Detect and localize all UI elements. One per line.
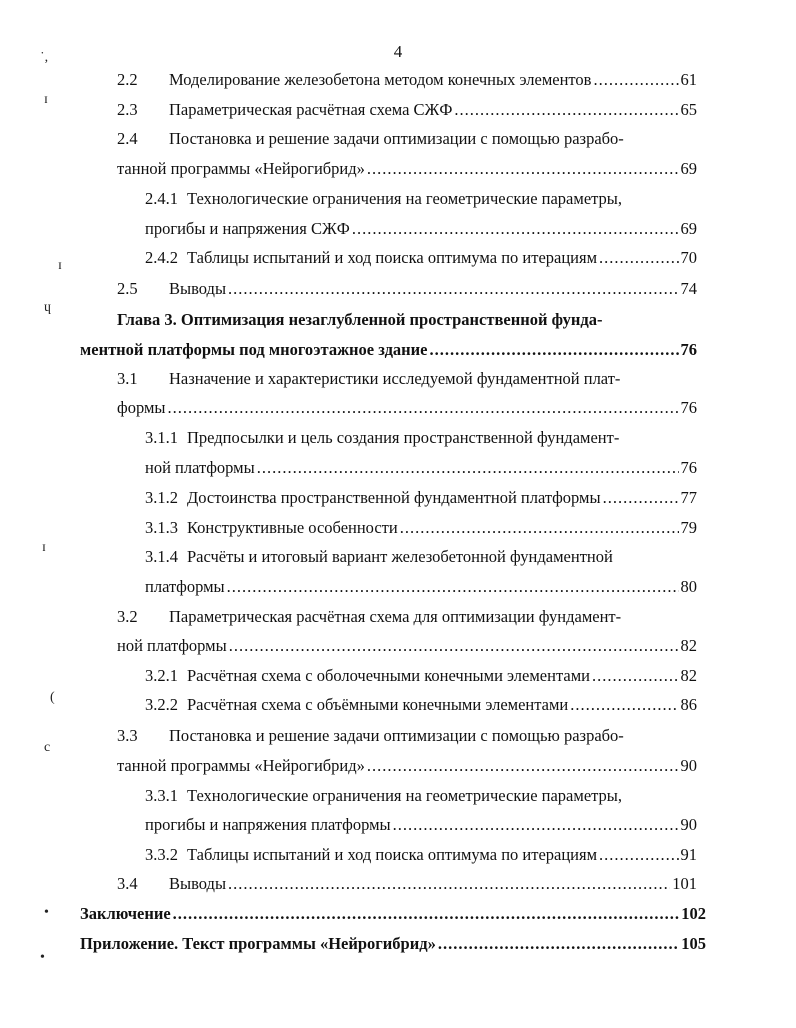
scan-mark: ˙, — [40, 50, 49, 65]
toc-leader — [393, 815, 679, 835]
toc-leader — [599, 248, 678, 268]
toc-leader — [229, 636, 679, 656]
toc-entry — [145, 189, 622, 209]
toc-page: 105 — [681, 934, 706, 953]
toc-leader — [593, 70, 678, 90]
toc-leader — [228, 874, 670, 894]
toc-number: 3.3.2 — [145, 845, 178, 864]
toc-title-line2: формы — [117, 398, 166, 417]
toc-title: Заключение — [80, 904, 171, 923]
toc-title-line2: платформы — [145, 577, 225, 596]
toc-entry-cont — [145, 815, 697, 835]
toc-leader — [570, 695, 678, 715]
toc-number: 3.1 — [117, 369, 138, 388]
toc-number: 3.2.2 — [145, 695, 178, 714]
toc-leader — [438, 934, 679, 954]
toc-entry — [117, 607, 621, 627]
toc-entry — [145, 488, 697, 508]
toc-entry-cont — [117, 398, 697, 418]
toc-title: Выводы — [169, 279, 227, 298]
toc-title-line1: Технологические ограничения на геометрические параметры, — [187, 786, 623, 805]
toc-entry — [117, 279, 697, 299]
toc-entry-cont — [145, 219, 697, 239]
toc-leader — [352, 219, 679, 239]
toc-entry — [117, 726, 624, 746]
toc-entry — [145, 695, 697, 715]
toc-title: Таблицы испытаний и ход поиска оптимума по итерациям — [187, 248, 598, 267]
scan-mark: • — [40, 950, 45, 965]
toc-entry — [145, 518, 697, 538]
toc-entry-cont — [145, 458, 697, 478]
scan-mark: ɪ — [42, 540, 46, 555]
toc-page: 80 — [680, 577, 697, 596]
toc-page: 79 — [680, 518, 697, 537]
toc-entry — [117, 70, 697, 90]
toc-chapter-title-line2: ментной платформы под многоэтажное здание — [80, 340, 428, 359]
toc-appendix — [80, 934, 706, 954]
toc-title-line2: прогибы и напряжения платформы — [145, 815, 391, 834]
toc-entry — [145, 666, 697, 686]
toc-page: 82 — [680, 666, 697, 685]
toc-number: 3.4 — [117, 874, 138, 893]
toc-leader — [173, 904, 680, 924]
toc-number: 3.1.2 — [145, 488, 178, 507]
toc-leader — [400, 518, 679, 538]
toc-conclusion — [80, 904, 706, 924]
toc-title: Приложение. Текст программы «Нейрогибрид» — [80, 934, 436, 953]
toc-number: 3.1.3 — [145, 518, 178, 537]
toc-number: 2.4 — [117, 129, 138, 148]
toc-title: Моделирование железобетона методом конечных элементов — [169, 70, 592, 89]
page-number: 4 — [393, 42, 403, 61]
toc-leader — [167, 398, 678, 418]
toc-page: 76 — [680, 340, 697, 359]
toc-page: 76 — [680, 398, 697, 417]
toc-leader — [454, 100, 678, 120]
toc-entry-cont — [117, 159, 697, 179]
toc-entry — [145, 547, 613, 567]
toc-title-line1: Постановка и решение задачи оптимизации с помощью разрабо- — [169, 726, 624, 745]
toc-entry — [145, 845, 697, 865]
toc-title-line2: ной платформы — [117, 636, 227, 655]
toc-number: 3.1.4 — [145, 547, 178, 566]
toc-title: Расчётная схема с оболочечными конечными элементами — [187, 666, 590, 685]
toc-page: 70 — [680, 248, 697, 267]
toc-title-line1: Расчёты и итоговый вариант железобетонной фундаментной — [187, 547, 613, 566]
scan-mark: ɪ — [58, 258, 62, 273]
toc-title-line1: Постановка и решение задачи оптимизации с помощью разрабо- — [169, 129, 624, 148]
toc-title-line2: танной программы «Нейрогибрид» — [117, 159, 365, 178]
toc-number: 2.5 — [117, 279, 138, 298]
toc-page: 86 — [680, 695, 697, 714]
toc-title: Достоинства пространственной фундаментной платформы — [187, 488, 601, 507]
toc-title-line2: ной платформы — [145, 458, 255, 477]
scan-mark: ( — [50, 690, 55, 705]
toc-chapter — [117, 310, 602, 330]
toc-title: Расчётная схема с объёмными конечными элементами — [187, 695, 569, 714]
toc-page: 69 — [680, 159, 697, 178]
toc-leader — [367, 756, 679, 776]
toc-page: 82 — [680, 636, 697, 655]
toc-title: Параметрическая расчётная схема СЖФ — [169, 100, 453, 119]
toc-title: Конструктивные особенности — [187, 518, 398, 537]
toc-page: 74 — [680, 279, 697, 298]
toc-leader — [603, 488, 679, 508]
toc-entry — [145, 786, 622, 806]
toc-title: Выводы — [169, 874, 227, 893]
toc-title-line2: танной программы «Нейрогибрид» — [117, 756, 365, 775]
toc-leader — [228, 279, 678, 299]
toc-number: 3.2.1 — [145, 666, 178, 685]
toc-title-line2: прогибы и напряжения СЖФ — [145, 219, 350, 238]
toc-chapter-title-line1: Глава 3. Оптимизация незаглубленной пространственной фунда- — [117, 310, 603, 329]
toc-leader — [430, 340, 679, 360]
toc-number: 3.1.1 — [145, 428, 178, 447]
toc-title-line1: Назначение и характеристики исследуемой фундаментной плат- — [169, 369, 621, 388]
toc-page: 69 — [680, 219, 697, 238]
toc-entry — [117, 129, 697, 149]
scan-mark: ɥ — [44, 300, 51, 315]
toc-page: 77 — [680, 488, 697, 507]
scan-mark: • — [44, 905, 49, 920]
toc-number: 2.3 — [117, 100, 138, 119]
toc-leader — [257, 458, 679, 478]
toc-number: 3.3 — [117, 726, 138, 745]
toc-entry-cont — [145, 577, 697, 597]
toc-page: 91 — [680, 845, 697, 864]
scan-mark: ɪ — [44, 92, 48, 107]
toc-number: 2.4.1 — [145, 189, 178, 208]
toc-page: 101 — [672, 874, 697, 893]
toc-entry — [117, 100, 697, 120]
toc-entry — [117, 874, 697, 894]
toc-entry — [145, 248, 697, 268]
toc-entry — [145, 428, 619, 448]
toc-title-line1: Параметрическая расчётная схема для оптимизации фундамент- — [169, 607, 622, 626]
toc-leader — [227, 577, 679, 597]
scan-mark: c — [44, 740, 51, 755]
toc-page: 102 — [681, 904, 706, 923]
toc-number: 3.2 — [117, 607, 138, 626]
toc-number: 2.2 — [117, 70, 138, 89]
toc-page: 90 — [680, 756, 697, 775]
toc-number: 3.3.1 — [145, 786, 178, 805]
toc-page: 65 — [680, 100, 697, 119]
toc-leader — [599, 845, 678, 865]
toc-title-line1: Предпосылки и цель создания пространственной фундамент- — [187, 428, 620, 447]
toc-chapter-cont — [80, 340, 697, 360]
toc-entry-cont — [117, 636, 697, 656]
toc-leader — [592, 666, 679, 686]
toc-entry — [117, 369, 620, 389]
toc-title: Таблицы испытаний и ход поиска оптимума по итерациям — [187, 845, 598, 864]
toc-number: 2.4.2 — [145, 248, 178, 267]
toc-entry-cont — [117, 756, 697, 776]
toc-page: 90 — [680, 815, 697, 834]
toc-page: 61 — [680, 70, 697, 89]
toc-title-line1: Технологические ограничения на геометрические параметры, — [187, 189, 623, 208]
toc-page: 76 — [680, 458, 697, 477]
toc-leader — [367, 159, 679, 179]
